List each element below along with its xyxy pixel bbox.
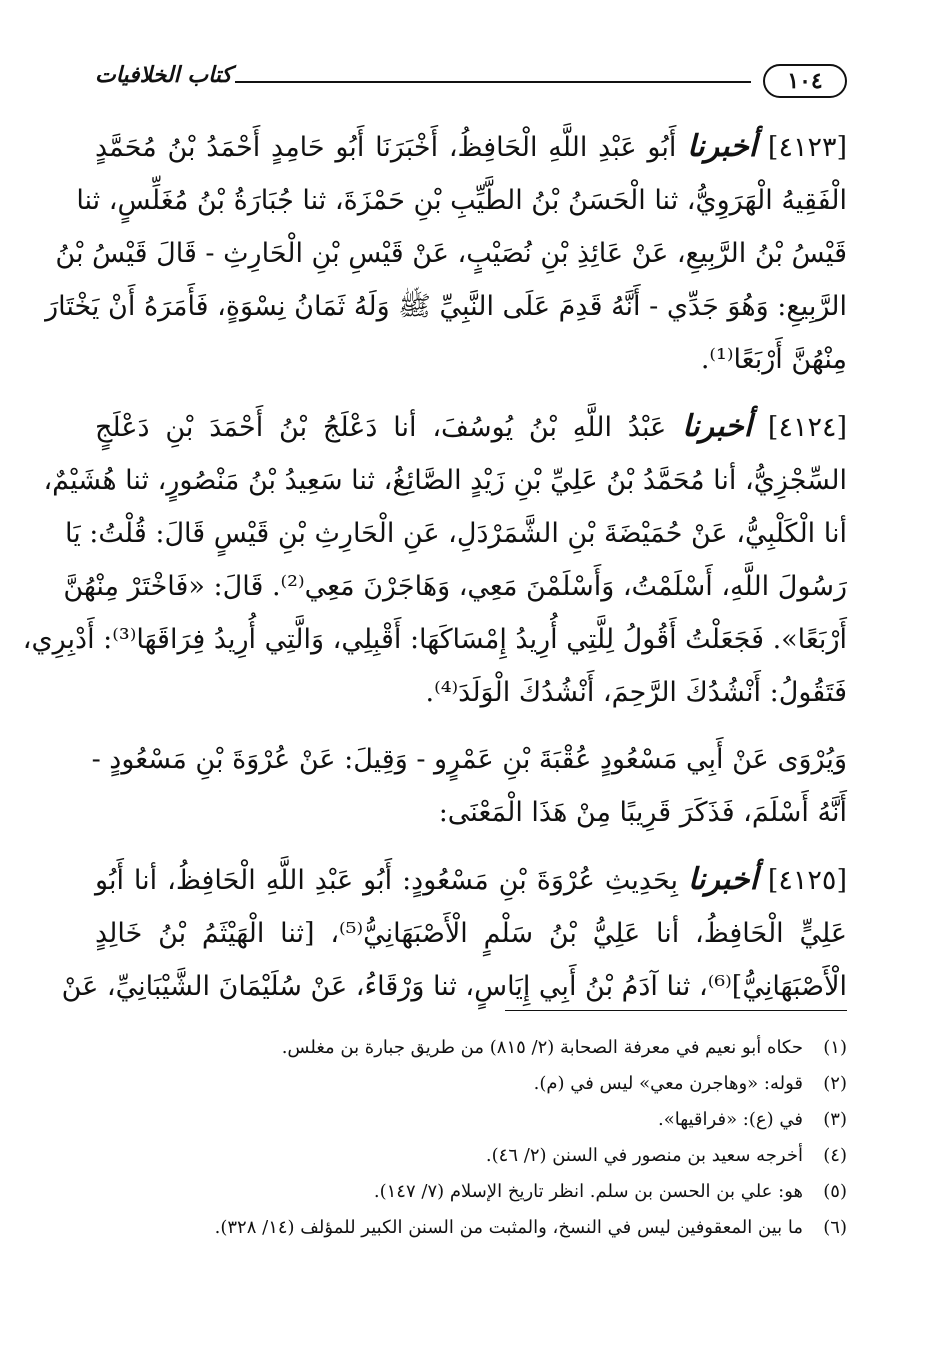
footnote <box>147 1138 847 1174</box>
text-line: فَتَقُولُ: أَنْشُدُكَ الرَّحِمَ، أَنْشُدُكَ الْوَلَدَ⁽⁴⁾. <box>425 677 847 708</box>
text-line: قَيْسُ بْنُ الرَّبِيعِ، عَنْ عَائِذِ بْنِ نُصَيْبٍ، عَنْ قَيْسِ بْنِ الْحَارِثِ - قَالَ قَيْسُ بْنُ <box>55 238 847 269</box>
line-text: بِحَدِيثِ عُرْوَةَ بْنِ مَسْعُودٍ: أَبُو عَبْدِ اللَّهِ الْحَافِظُ، أنا أَبُو <box>95 865 678 896</box>
footnote-text: حكاه أبو نعيم في معرفة الصحابة (٢/ ٨١٥) من طريق جبارة بن مغلس. <box>281 1037 803 1058</box>
text-line: السِّجْزِيُّ، أنا مُحَمَّدُ بْنُ عَلِيِّ بْنِ زَيْدٍ الصَّائِغُ، ثنا سَعِيدُ بْنُ مَنْصُورٍ، ثنا هُشَيْمٌ، <box>43 465 847 496</box>
footnote-text: قوله: «وهاجرن معي» ليس في (م). <box>533 1073 803 1094</box>
hadith-keyword: أخبرنا <box>687 129 758 164</box>
text-line: رَسُولَ اللَّهِ، أَسْلَمْتُ، وَأَسْلَمْنَ مَعِي، وَهَاجَرْنَ مَعِي⁽²⁾. قَالَ: «فَاخْتَرْ مِنْهُنَّ <box>63 571 847 602</box>
footnote-number: (٤) <box>823 1145 847 1166</box>
footnotes <box>147 1030 847 1246</box>
text-line <box>95 853 847 907</box>
footnote-text: هو: علي بن الحسن بن سلم. انظر تاريخ الإسلام (٧/ ١٤٧). <box>373 1181 803 1202</box>
line-text: عَبْدُ اللَّهِ بْنُ يُوسُفَ، أنا دَعْلَجُ بْنُ أَحْمَدَ بْنِ دَعْلَجٍ <box>95 412 667 443</box>
text-line: مِنْهُنَّ أَرْبَعًا⁽¹⁾. <box>700 344 847 375</box>
line-text: أَبُو عَبْدِ اللَّهِ الْحَافِظُ، أَخْبَرَنَا أَبُو حَامِدٍ أَحْمَدُ بْنُ مُحَمَّدٍ <box>95 132 677 163</box>
header-divider <box>235 81 751 83</box>
narration-paragraph <box>91 733 847 839</box>
footnote <box>147 1174 847 1210</box>
footnote-number: (١) <box>823 1037 847 1058</box>
text-line: أَنَّهُ أَسْلَمَ، فَذَكَرَ قَرِيبًا مِنْ هَذَا الْمَعْنَى: <box>438 797 847 828</box>
hadith-paragraph <box>45 120 847 386</box>
page-header <box>95 62 847 106</box>
footnote-number: (٢) <box>823 1073 847 1094</box>
hadith-number: [٤١٢٤] <box>767 412 847 443</box>
hadith-keyword: أخبرنا <box>687 862 758 897</box>
footnote-number: (٦) <box>823 1217 847 1238</box>
footnote-divider <box>505 1010 847 1011</box>
text-line <box>95 400 847 454</box>
page-number: ١٠٤ <box>763 64 847 98</box>
footnote <box>147 1030 847 1066</box>
text-line: أنا الْكَلْبِيُّ، عَنْ حُمَيْضَةَ بْنِ الشَّمَرْدَلِ، عَنِ الْحَارِثِ بْنِ قَيْسٍ قَالَ: قُلْتُ: يَا <box>64 518 847 549</box>
footnote-text: في (ع): «فراقيها». <box>657 1109 803 1130</box>
footnote <box>147 1066 847 1102</box>
footnote <box>147 1102 847 1138</box>
text-line: الْفَقِيهُ الْهَرَوِيُّ، ثنا الْحَسَنُ بْنُ الطَّيِّبِ بْنِ حَمْزَةَ، ثنا جُبَارَةُ بْنُ مُغَلِّسٍ، ثنا <box>76 185 847 216</box>
hadith-keyword: أخبرنا <box>682 409 753 444</box>
footnote-text: ما بين المعقوفين ليس في النسخ، والمثبت من السنن الكبير للمؤلف (١٤/ ٣٢٨). <box>214 1217 803 1238</box>
footnote-text: أخرجه سعيد بن منصور في السنن (٢/ ٤٦). <box>485 1145 803 1166</box>
text-line: عَلِيٍّ الْحَافِظُ، أنا عَلِيُّ بْنُ سَلْمٍ الْأَصْبَهَانِيُّ⁽⁵⁾، [ثنا الْهَيْثَمُ بْنُ خَالِدٍ <box>95 918 847 949</box>
text-line: وَيُرْوَى عَنْ أَبِي مَسْعُودٍ عُقْبَةَ بْنِ عَمْرٍو - وَقِيلَ: عَنْ عُرْوَةَ بْنِ مَسْعُودٍ - <box>91 744 847 775</box>
footnote-number: (٥) <box>823 1181 847 1202</box>
hadith-paragraph <box>22 400 847 719</box>
hadith-paragraph <box>61 853 847 1013</box>
text-line: الرَّبِيعِ: وَهُوَ جَدِّي - أَنَّهُ قَدِمَ عَلَى النَّبِيِّ ﷺ وَلَهُ ثَمَانُ نِسْوَةٍ، فَأَمَرَهُ أَنْ يَخْتَارَ <box>45 291 847 322</box>
text-line <box>95 120 847 174</box>
main-text <box>22 120 847 1027</box>
book-title: كتاب الخلافيات <box>95 62 232 88</box>
hadith-number: [٤١٢٣] <box>767 132 847 163</box>
footnote <box>147 1210 847 1246</box>
footnote-number: (٣) <box>823 1109 847 1130</box>
text-line: أَرْبَعًا». فَجَعَلْتُ أَقُولُ لِلَّتِي أُرِيدُ إِمْسَاكَهَا: أَقْبِلِي، وَالَّتِي أُرِيدُ فِرَاقَهَا⁽³⁾: أَدْبِرِي، <box>22 624 847 655</box>
text-line: الْأَصْبَهَانِيُّ]⁽⁶⁾، ثنا آدَمُ بْنُ أَبِي إِيَاسٍ، ثنا وَرْقَاءُ، عَنْ سُلَيْمَانَ الشَّيْبَانِيِّ، عَنْ <box>61 971 847 1002</box>
hadith-number: [٤١٢٥] <box>767 865 847 896</box>
